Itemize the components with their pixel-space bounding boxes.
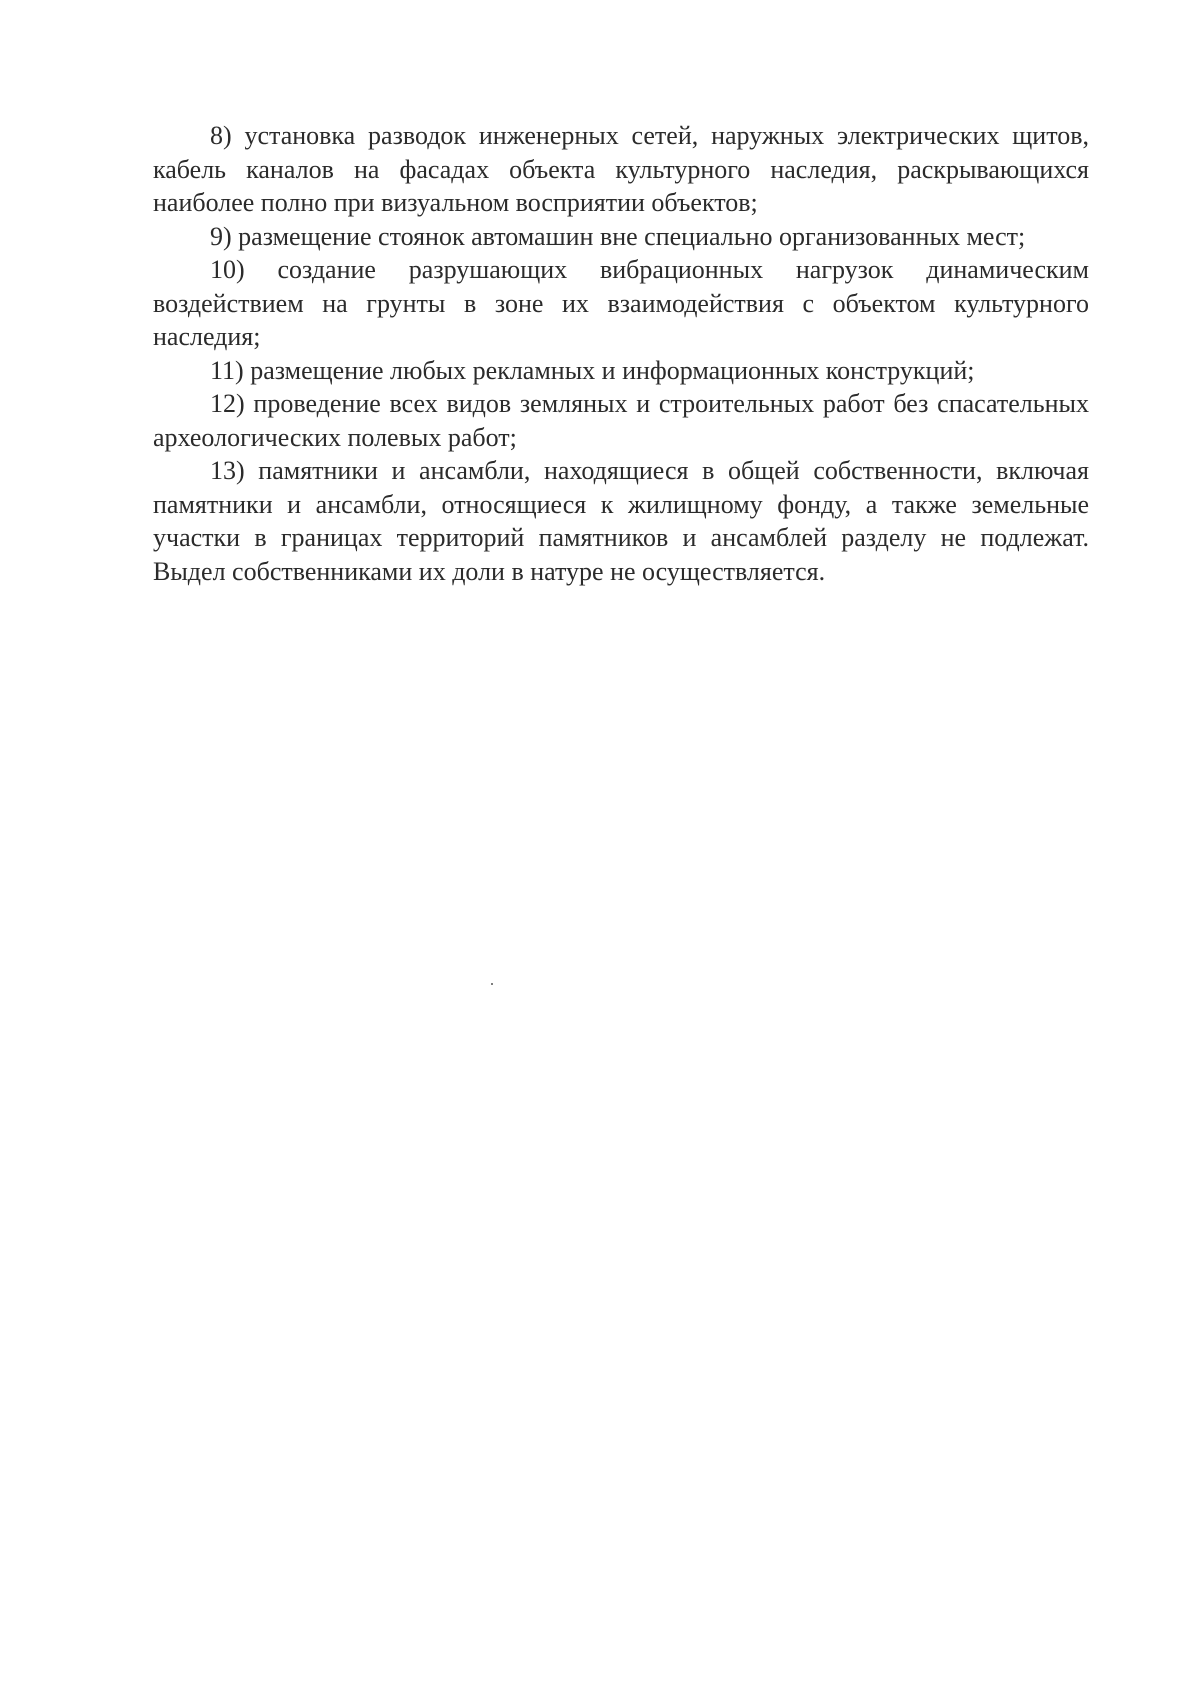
scan-speck <box>491 983 493 985</box>
list-item-13: 13) памятники и ансамбли, находящиеся в общей собственности, включая памятники и ансамбли, относящиеся к жилищному фонду, а также земельные участки в границах территорий памятников и ансамблей разделу не подлежат. Выдел собственниками их доли в натуре не осуществляется. <box>153 456 1089 586</box>
list-item-8: 8) установка разводок инженерных сетей, наружных электрических щитов, кабель каналов на фасадах объекта культурного наследия, раскрывающихся наиболее полно при визуальном восприятии объектов; <box>153 121 1089 217</box>
list-item-12: 12) проведение всех видов земляных и строительных работ без спасательных археологических полевых работ; <box>153 389 1089 452</box>
restrictions-list <box>153 119 1089 588</box>
list-item-10: 10) создание разрушающих вибрационных нагрузок динамическим воздействием на грунты в зоне их взаимодействия с объектом культурного наследия; <box>153 255 1089 351</box>
list-item-9: 9) размещение стоянок автомашин вне специально организованных мест; <box>210 221 1026 251</box>
list-item-11: 11) размещение любых рекламных и информационных конструкций; <box>210 355 975 385</box>
